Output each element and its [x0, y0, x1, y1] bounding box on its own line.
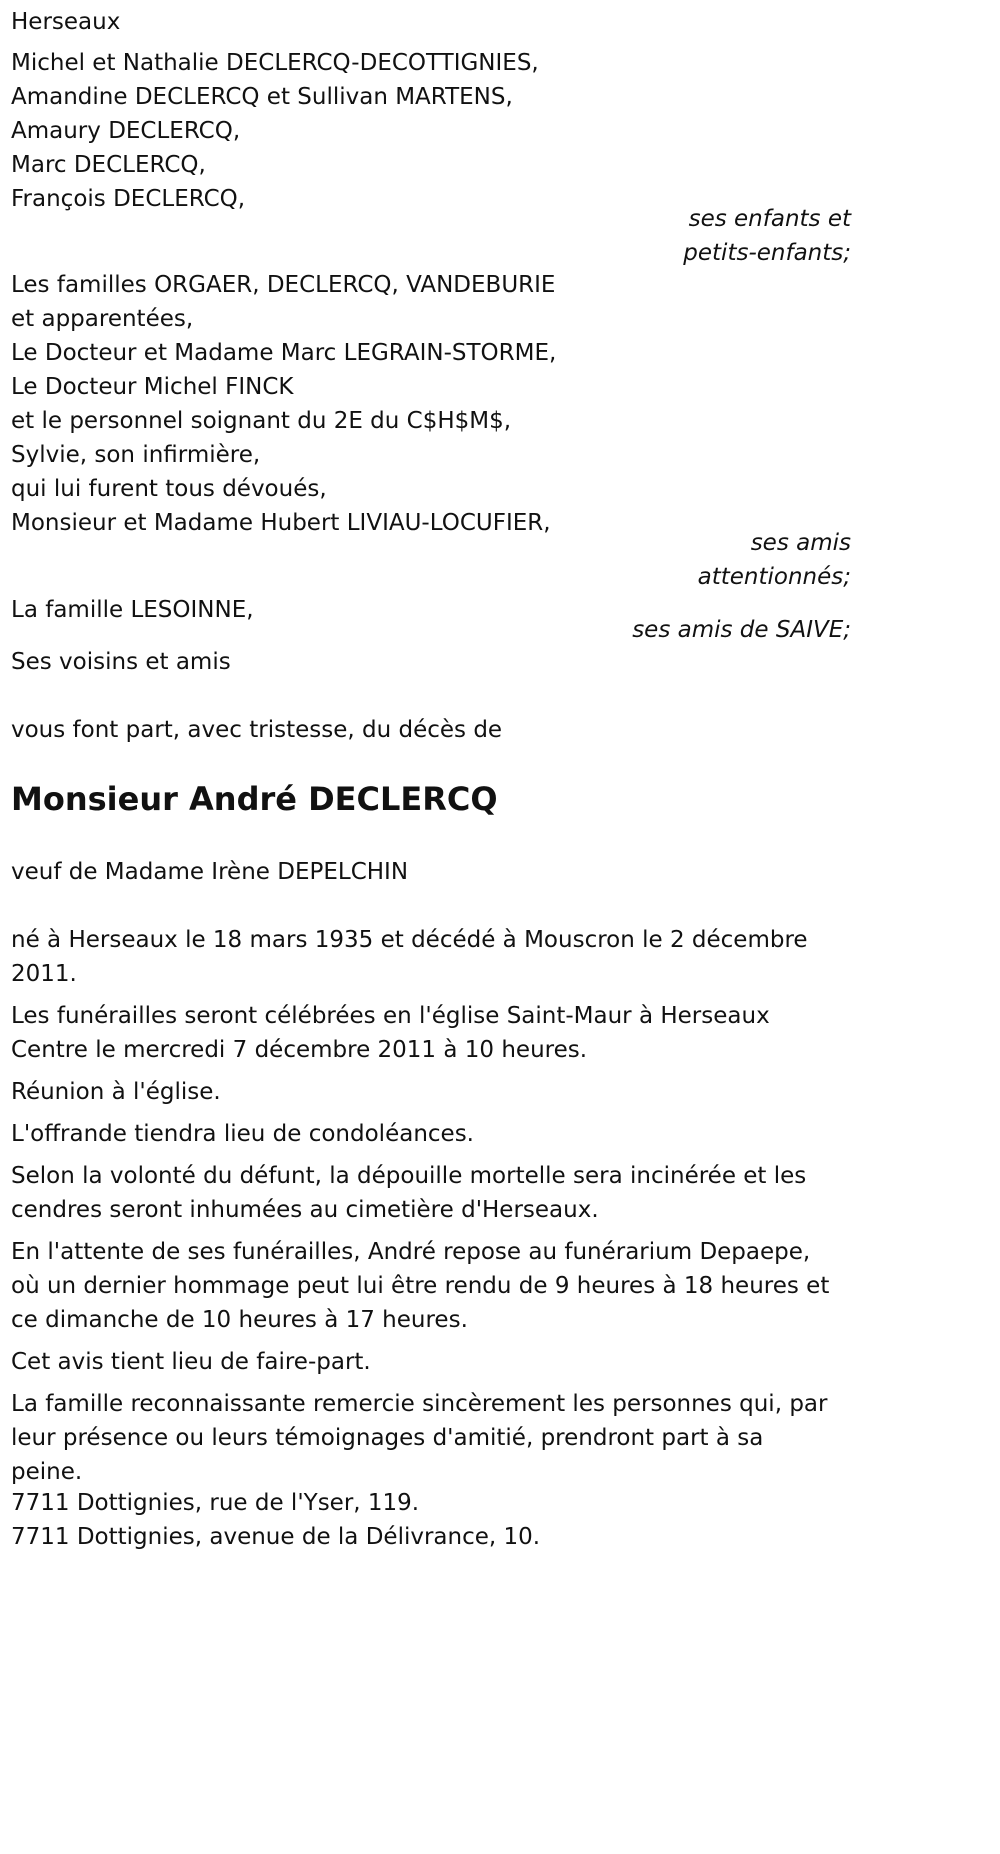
announcement: vous font part, avec tristesse, du décès de: [11, 717, 503, 743]
friends-list: [11, 268, 556, 540]
role-line: petits-enfants;: [683, 240, 851, 266]
funeral-paragraph: Les funérailles seront célébrées en l'église Saint-Maur à Herseaux Centre le mercredi 7 décembre 2011 à 10 heures.: [11, 1003, 770, 1063]
list-item: Le Docteur Michel FINCK: [11, 374, 294, 400]
role-line: attentionnés;: [697, 564, 851, 590]
list-item: Le Docteur et Madame Marc LEGRAIN-STORME,: [11, 340, 557, 366]
role-line: ses enfants et: [688, 206, 851, 232]
friends-role: [0, 526, 1000, 594]
list-item: Amandine DECLERCQ et Sullivan MARTENS,: [11, 84, 513, 110]
neighbours: Ses voisins et amis: [11, 649, 231, 675]
lesoinne-role: ses amis de SAIVE;: [632, 617, 851, 643]
list-item: Sylvie, son infirmière,: [11, 442, 261, 468]
widower-line: veuf de Madame Irène DEPELCHIN: [11, 859, 409, 885]
meeting-paragraph: Réunion à l'église.: [11, 1079, 221, 1105]
thanks-paragraph: La famille reconnaissante remercie sincèrement les personnes qui, par leur présence ou leurs témoignages d'amitié, prendront part à sa peine.: [11, 1391, 828, 1485]
children-role: [0, 202, 1000, 270]
addresses: [11, 1486, 540, 1554]
address-line: 7711 Dottignies, rue de l'Yser, 119.: [11, 1490, 420, 1516]
children-list: [11, 46, 539, 216]
cremation-paragraph: Selon la volonté du défunt, la dépouille mortelle sera incinérée et les cendres seront inhumées au cimetière d'Herseaux.: [11, 1163, 807, 1223]
list-item: Marc DECLERCQ,: [11, 152, 206, 178]
funerarium-paragraph: En l'attente de ses funérailles, André repose au funérarium Depaepe, où un dernier hommage peut lui être rendu de 9 heures à 18 heures et ce dimanche de 10 heures à 17 heures.: [11, 1239, 830, 1333]
list-item: Les familles ORGAER, DECLERCQ, VANDEBURIE: [11, 272, 556, 298]
condolences-paragraph: L'offrande tiendra lieu de condoléances.: [11, 1121, 474, 1147]
deceased-name: Monsieur André DECLERCQ: [11, 780, 498, 818]
list-item: et apparentées,: [11, 306, 194, 332]
lesoinne-family: La famille LESOINNE,: [11, 597, 254, 623]
role-line: ses amis: [750, 530, 851, 556]
list-item: Amaury DECLERCQ,: [11, 118, 241, 144]
notice-paragraph: Cet avis tient lieu de faire-part.: [11, 1349, 371, 1375]
list-item: qui lui furent tous dévoués,: [11, 476, 327, 502]
list-item: et le personnel soignant du 2E du C$H$M$,: [11, 408, 512, 434]
list-item: Michel et Nathalie DECLERCQ-DECOTTIGNIES,: [11, 50, 539, 76]
birth-death-paragraph: né à Herseaux le 18 mars 1935 et décédé à Mouscron le 2 décembre 2011.: [11, 927, 808, 987]
list-item: François DECLERCQ,: [11, 186, 246, 212]
list-item: Monsieur et Madame Hubert LIVIAU-LOCUFIER,: [11, 510, 551, 536]
address-line: 7711 Dottignies, avenue de la Délivrance, 10.: [11, 1524, 541, 1550]
place-heading: Herseaux: [11, 9, 121, 35]
